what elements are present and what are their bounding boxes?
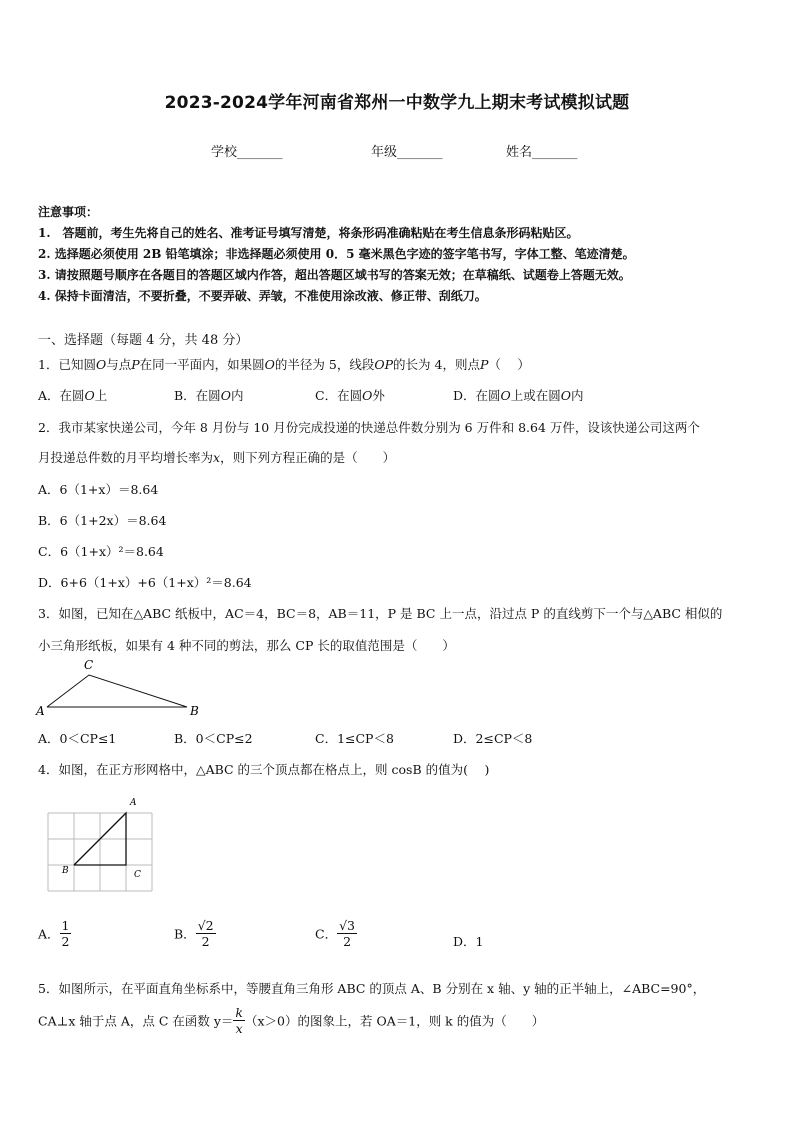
q4-option-b[interactable]: B． $\frac{√2}{2}$	[174, 918, 214, 949]
q1-var-p: P	[479, 357, 489, 372]
q4-grid-figure	[40, 793, 160, 903]
q3-label-c: C	[84, 658, 94, 672]
q2-option-b[interactable]: B．6（1+2x）＝8.64	[38, 513, 167, 528]
q1-var-o: O	[95, 357, 107, 372]
q2-option-c[interactable]: C．6（1+x）²＝8.64	[38, 544, 164, 559]
question-5-line-1: 5．如图所示，在平面直角坐标系中，等腰直角三角形 ABC 的顶点 A、B 分别在 x 轴、y 轴的正半轴上，∠ABC=90°，	[38, 981, 706, 996]
q3-label-b: B	[190, 704, 199, 718]
q1-var-op: OP	[374, 357, 394, 372]
q4-label-c: C	[134, 870, 141, 880]
question-1	[38, 355, 530, 373]
q2-option-a[interactable]: A．6（1+x）＝8.64	[38, 482, 159, 497]
notice-item-2: 2. 选择题必须使用 2B 铅笔填涂；非选择题必须使用 0．5 毫米黑色字迹的签字笔书写，字体工整、笔迹清楚。	[38, 247, 635, 261]
q3-triangle	[47, 675, 187, 707]
notice-item-1: 1. 答题前，考生先将自己的姓名、准考证号填写清楚，将条形码准确粘贴在考生信息条形码粘贴区。	[38, 226, 579, 240]
q1-text: 的半径为 5，线段	[274, 357, 375, 372]
question-2-line-2: 月投递总件数的月平均增长率为x，则下列方程正确的是（ ）	[38, 450, 396, 465]
q1-option-b[interactable]: B．在圆O内	[174, 388, 244, 403]
section-heading: 一、选择题（每题 4 分，共 48 分）	[38, 333, 249, 348]
q1-text: （ ）	[488, 357, 530, 372]
question-2-line-1: 2．我市某家快递公司，今年 8 月份与 10 月份完成投递的快递总件数分别为 6 万件和 8.64 万件，设该快递公司这两个	[38, 420, 700, 435]
q3-option-b[interactable]: B．0＜CP≤2	[174, 731, 253, 746]
q3-option-a[interactable]: A．0＜CP≤1	[38, 731, 117, 746]
school-field[interactable]: 学校_______	[211, 145, 283, 160]
question-4-line-1: 4．如图，在正方形网格中，△ABC 的三个顶点都在格点上，则 cosB 的值为( )	[38, 762, 490, 777]
q1-option-d[interactable]: D．在圆O上或在圆O内	[453, 388, 584, 403]
q1-option-a[interactable]: A．在圆O上	[38, 388, 108, 403]
q3-option-c[interactable]: C．1≤CP＜8	[315, 731, 394, 746]
q2-option-d[interactable]: D．6+6（1+x）+6（1+x）²＝8.64	[38, 575, 252, 590]
question-5-line-2: CA⊥x 轴于点 A，点 C 在函数 y＝ $\frac{k}{x}$ （x＞0）的图象上，若 OA＝1，则 k 的值为（ ）	[38, 1005, 545, 1036]
q1-var-o: O	[264, 357, 275, 372]
q1-var-p: P	[131, 357, 140, 372]
q1-text: 在同一平面内，如果圆	[139, 357, 265, 372]
grade-field[interactable]: 年级_______	[371, 145, 443, 160]
q1-option-c[interactable]: C．在圆O外	[315, 388, 385, 403]
q4-option-d[interactable]: D．1	[453, 934, 484, 949]
q4-option-a[interactable]: A． $\frac{1}{2}$	[38, 918, 70, 949]
q1-text: 1．已知圆	[38, 357, 96, 372]
question-3-line-1: 3．如图，已知在△ABC 纸板中，AC＝4，BC＝8，AB＝11，P 是 BC 上一点，沿过点 P 的直线剪下一个与△ABC 相似的	[38, 606, 723, 621]
page-title: 2023-2024学年河南省郑州一中数学九上期末考试模拟试题	[164, 93, 630, 113]
q3-label-a: A	[36, 704, 45, 718]
name-field[interactable]: 姓名_______	[506, 145, 578, 160]
q4-option-c[interactable]: C． $\frac{√3}{2}$	[315, 918, 355, 949]
q1-text: 与点	[106, 357, 132, 372]
question-3-line-2: 小三角形纸板，如果有 4 种不同的剪法，那么 CP 长的取值范围是（ ）	[38, 638, 455, 653]
q3-option-d[interactable]: D．2≤CP＜8	[453, 731, 533, 746]
q4-label-a: A	[130, 798, 137, 808]
q3-triangle-figure	[30, 655, 210, 720]
notice-item-4: 4. 保持卡面清洁，不要折叠，不要弄破、弄皱，不准使用涂改液、修正带、刮纸刀。	[38, 289, 487, 303]
notice-block	[38, 204, 635, 304]
q1-text: 的长为 4，则点	[393, 357, 480, 372]
notice-heading: 注意事项：	[38, 205, 99, 219]
q4-label-b: B	[62, 866, 69, 876]
notice-item-3: 3. 请按照题号顺序在各题目的答题区域内作答，超出答题区域书写的答案无效；在草稿纸、试题卷上答题无效。	[38, 268, 631, 282]
